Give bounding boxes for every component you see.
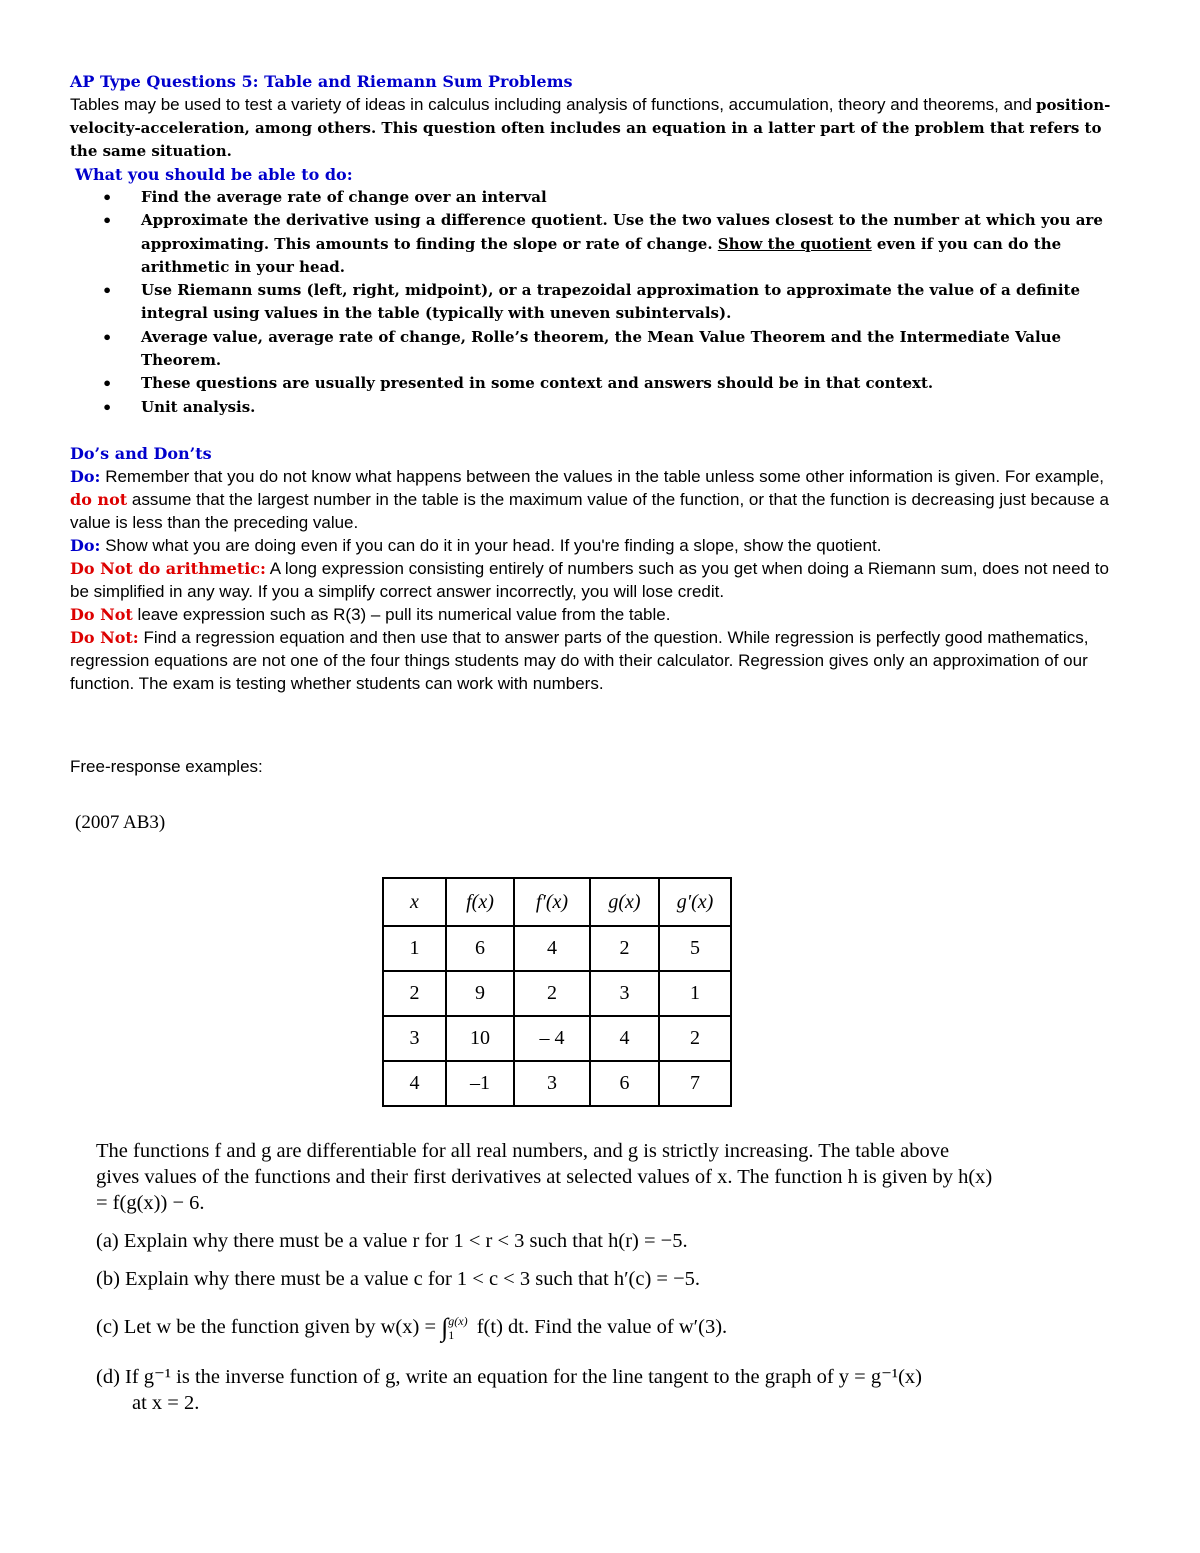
table-cell: 2 [383,971,446,1016]
list-item: • Use Riemann sums (left, right, midpoint), or a trapezoidal approximation to approximate the value of a definite integral using values in the table (typically with uneven subintervals). [102,281,1080,323]
table-cell: 5 [659,926,731,971]
do-not-emphasis: do not [70,489,128,509]
table-cell: 1 [659,971,731,1016]
table-cell: 6 [590,1061,659,1106]
do-paragraph-2: Do: Show what you are doing even if you can do it in your head. If you're finding a slope, show the quotient. [70,535,882,555]
what-heading: What you should be able to do: [75,165,353,184]
table-row [383,926,731,971]
skills-list [70,186,1130,419]
table-header: g′(x) [659,878,731,926]
integral-sign-icon: ∫ [441,1313,449,1342]
bullet-icon: • [102,281,113,301]
table-header: f′(x) [514,878,590,926]
table-cell: –1 [446,1061,514,1106]
table-cell: 10 [446,1016,514,1061]
table-row [383,1016,731,1061]
bullet-icon: • [102,211,113,231]
table-cell: 1 [383,926,446,971]
do-paragraph-1: Do: Remember that you do not know what happens between the values in the table unless some other information is given. For example, do not assume that the largest number in the table is the maximum value of the function, or that the function is decreasing just because a value is less than the preceding value. [70,466,1109,532]
values-table [382,877,732,1107]
part-a: (a) Explain why there must be a value r for 1 < r < 3 such that h(r) = −5. [96,1230,688,1252]
table-row [383,1061,731,1106]
dont-paragraph-1: Do Not do arithmetic: A long expression consisting entirely of numbers such as you get when doing a Riemann sum, does not need to be simplified in any way. If you a simplify correct answer incorrectly, you will lose credit. [70,558,1109,601]
list-item: • Unit analysis. [141,396,1130,419]
free-response-label: Free-response examples: [70,757,263,776]
part-c: (c) Let w be the function given by w(x) = ∫ g(x) 1 f(t) dt. Find the value of w′(3). [96,1313,728,1343]
bullet-icon: • [102,188,113,207]
list-item: • Approximate the derivative using a difference quotient. Use the two values closest to the number at which you are approximating. This amounts to finding the slope or rate of change. Show the quotient even if you can do the arithmetic in your head. [102,211,1103,276]
exam-reference: (2007 AB3) [75,812,166,833]
table-cell: 3 [590,971,659,1016]
bullet-icon: • [102,397,113,417]
table-cell: 7 [659,1061,731,1106]
list-item: • Average value, average rate of change, Rolle’s theorem, the Mean Value Theorem and the Intermediate Value Theorem. [102,327,1062,370]
intro-paragraph [70,93,1130,163]
table-cell: 2 [659,1016,731,1061]
table-cell: 4 [590,1016,659,1061]
problem-intro: The functions f and g are differentiable for all real numbers, and g is strictly increasing. The table above gives values of the functions and their first derivatives at selected values of x. The function h is given by h(x) = f(g(x)) − 6. [96,1140,993,1214]
part-b: (b) Explain why there must be a value c for 1 < c < 3 such that h′(c) = −5. [96,1268,701,1290]
dont-paragraph-2: Do Not leave expression such as R(3) – pull its numerical value from the table. [70,604,671,624]
intro-text: Tables may be used to test a variety of ideas in calculus including analysis of functions, accumulation, theory and theorems, and [70,95,1032,114]
table-cell: 3 [514,1061,590,1106]
table-cell: – 4 [514,1016,590,1061]
list-item: • Find the average rate of change over an interval [141,186,1130,209]
intro-bold-text: position-velocity-acceleration, among others. This question often includes an equation in a latter part of the problem that refers to the same situation. [70,96,1111,160]
table-cell: 2 [590,926,659,971]
list-item: • These questions are usually presented in some context and answers should be in that context. [141,372,1130,395]
bullet-icon: • [102,327,113,347]
dos-heading: Do’s and Don’ts [70,443,212,463]
table-header: x [383,878,446,926]
dont-paragraph-3: Do Not: Find a regression equation and then use that to answer parts of the question. While regression is perfectly good mathematics, regression equations are not one of the four things students may do with their calculator. Regression gives only an approximation of our function. The exam is testing whether students can work with numbers. [70,627,1089,693]
document-page [70,70,1130,695]
table-header: f(x) [446,878,514,926]
table-header: g(x) [590,878,659,926]
table-header-row [383,878,731,926]
table-cell: 4 [514,926,590,971]
bullet-icon: • [102,374,113,394]
underlined-text: Show the quotient [717,234,872,253]
table-row [383,971,731,1016]
part-d-line1: (d) If g⁻¹ is the inverse function of g, write an equation for the line tangent to the graph of y = g⁻¹(x) [96,1366,922,1389]
table-cell: 9 [446,971,514,1016]
page-title: AP Type Questions 5: Table and Riemann Sum Problems [70,72,573,91]
part-d-line2: at x = 2. [132,1392,200,1415]
table-cell: 3 [383,1016,446,1061]
table-cell: 4 [383,1061,446,1106]
table-cell: 2 [514,971,590,1016]
table-cell: 6 [446,926,514,971]
problem-statement [96,1138,1096,1416]
